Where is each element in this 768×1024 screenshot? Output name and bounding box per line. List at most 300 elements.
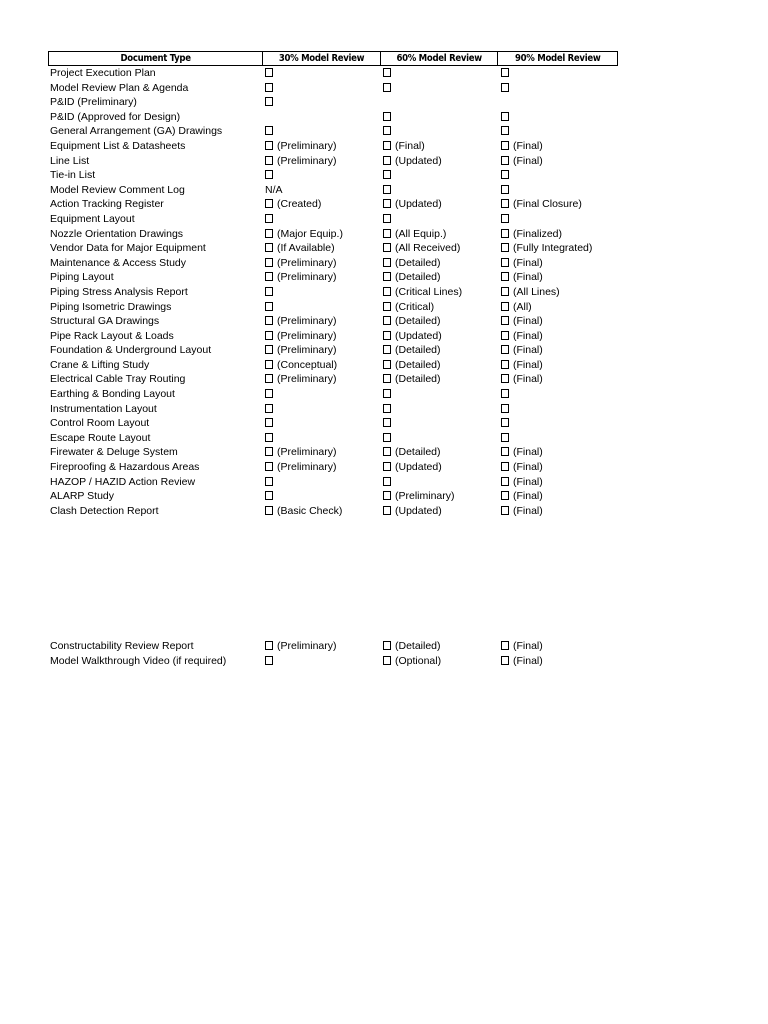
table-row — [48, 227, 618, 242]
checkbox-icon[interactable] — [501, 418, 509, 427]
review-60-cell — [381, 343, 499, 358]
review-30-cell — [263, 489, 381, 504]
review-note: (Basic Check) — [277, 504, 343, 517]
document-type-cell: Fireproofing & Hazardous Areas — [50, 461, 200, 474]
review-90-cell — [499, 81, 618, 96]
checkbox-icon[interactable] — [265, 656, 273, 665]
checkbox-icon[interactable] — [383, 418, 391, 427]
checkbox-icon[interactable] — [265, 141, 273, 150]
table-row — [48, 270, 618, 285]
table-row — [48, 489, 618, 504]
review-90-cell — [499, 241, 618, 256]
review-note: (Preliminary) — [277, 640, 337, 653]
checkbox-icon[interactable] — [383, 156, 391, 165]
document-type-cell: ALARP Study — [50, 490, 115, 503]
checkbox-icon[interactable] — [265, 68, 273, 77]
table-row — [48, 314, 618, 329]
checkbox-icon[interactable] — [265, 418, 273, 427]
review-30-cell — [263, 139, 381, 154]
review-30-cell — [263, 154, 381, 169]
document-type-cell: P&ID (Approved for Design) — [50, 110, 181, 123]
review-note: N/A — [265, 183, 283, 196]
review-note: (Preliminary) — [277, 446, 337, 459]
header-60-review: 60% Model Review — [381, 52, 499, 65]
review-30-cell — [263, 445, 381, 460]
review-note: (Conceptual) — [277, 358, 338, 371]
review-90-cell — [499, 460, 618, 475]
review-60-cell — [381, 212, 499, 227]
review-60-cell — [381, 416, 499, 431]
review-note: (Optional) — [395, 655, 442, 667]
review-30-cell — [263, 431, 381, 446]
header-90-review: 90% Model Review — [515, 53, 601, 64]
checkbox-icon[interactable] — [265, 170, 273, 179]
review-note: (Final) — [513, 315, 543, 328]
checkbox-icon[interactable] — [501, 68, 509, 77]
checkbox-icon[interactable] — [501, 389, 509, 398]
checkbox-icon[interactable] — [383, 185, 391, 194]
checkbox-icon[interactable] — [265, 374, 273, 383]
checkbox-icon[interactable] — [265, 287, 273, 296]
review-90-cell — [499, 66, 618, 81]
checkbox-icon[interactable] — [501, 374, 509, 383]
review-60-cell — [381, 183, 499, 198]
review-note: (Detailed) — [395, 446, 441, 459]
checkbox-icon[interactable] — [383, 126, 391, 135]
review-note: (Preliminary) — [277, 139, 337, 152]
review-60-cell — [381, 95, 499, 110]
checkbox-icon[interactable] — [383, 656, 391, 665]
checkbox-icon[interactable] — [501, 360, 509, 369]
checkbox-icon[interactable] — [501, 641, 509, 650]
checkbox-icon[interactable] — [265, 389, 273, 398]
document-type-cell: Equipment List & Datasheets — [50, 139, 186, 152]
review-note: (Final) — [513, 640, 543, 653]
checkbox-icon[interactable] — [265, 433, 273, 442]
table-row — [48, 183, 618, 198]
review-note: (Final) — [513, 358, 543, 371]
review-90-cell — [499, 416, 618, 431]
review-90-cell — [499, 358, 618, 373]
checkbox-icon[interactable] — [501, 170, 509, 179]
document-type-cell: Piping Layout — [50, 271, 114, 284]
review-30-cell — [263, 416, 381, 431]
review-60-cell — [381, 504, 499, 519]
review-note: (Detailed) — [395, 344, 441, 357]
review-30-cell — [263, 314, 381, 329]
table-row — [48, 402, 618, 417]
checkbox-icon[interactable] — [383, 491, 391, 500]
checkbox-icon[interactable] — [265, 331, 273, 340]
checkbox-icon[interactable] — [383, 345, 391, 354]
review-60-cell — [381, 66, 499, 81]
review-90-cell — [499, 387, 618, 402]
review-note: (Preliminary) — [277, 256, 337, 269]
review-60-cell — [381, 460, 499, 475]
checkbox-icon[interactable] — [265, 156, 273, 165]
review-90-cell — [499, 639, 618, 654]
checkbox-icon[interactable] — [265, 126, 273, 135]
review-note: (Final) — [513, 655, 543, 667]
table-row — [48, 241, 618, 256]
review-30-cell — [263, 124, 381, 139]
review-90-cell — [499, 329, 618, 344]
table-row — [48, 654, 618, 669]
review-note: (If Available) — [277, 242, 335, 255]
table-row — [48, 95, 618, 110]
document-type-cell: Electrical Cable Tray Routing — [50, 373, 186, 386]
review-30-cell — [263, 402, 381, 417]
review-30-cell — [263, 639, 381, 654]
document-type-cell: Tie-in List — [50, 169, 96, 182]
review-90-cell — [499, 504, 618, 519]
review-60-cell — [381, 489, 499, 504]
checkbox-icon[interactable] — [501, 185, 509, 194]
checkbox-icon[interactable] — [383, 170, 391, 179]
review-note: (Preliminary) — [277, 329, 337, 342]
review-60-cell — [381, 256, 499, 271]
review-note: (Final) — [513, 271, 543, 284]
checkbox-icon[interactable] — [383, 243, 391, 252]
review-note: (All Lines) — [513, 285, 560, 298]
document-type-cell: Model Review Plan & Agenda — [50, 81, 189, 94]
checkbox-icon[interactable] — [265, 214, 273, 223]
checkbox-icon[interactable] — [501, 302, 509, 311]
checkbox-icon[interactable] — [383, 641, 391, 650]
review-note: (Preliminary) — [277, 154, 337, 167]
review-90-cell — [499, 95, 618, 110]
checkbox-icon[interactable] — [501, 258, 509, 267]
review-60-cell — [381, 270, 499, 285]
table-row — [48, 81, 618, 96]
document-type-cell: P&ID (Preliminary) — [50, 96, 137, 109]
review-note: (Preliminary) — [277, 373, 337, 386]
review-30-cell — [263, 300, 381, 315]
checkbox-icon[interactable] — [383, 83, 391, 92]
document-type-cell: Model Review Comment Log — [50, 183, 185, 196]
document-type-cell: Nozzle Orientation Drawings — [50, 227, 184, 240]
review-note: (Updated) — [395, 154, 442, 167]
table-header — [48, 51, 618, 66]
review-60-cell — [381, 285, 499, 300]
checkbox-icon[interactable] — [265, 316, 273, 325]
checkbox-icon[interactable] — [265, 360, 273, 369]
review-90-cell — [499, 227, 618, 242]
checkbox-icon[interactable] — [383, 229, 391, 238]
document-type-cell: Pipe Rack Layout & Loads — [50, 329, 174, 342]
review-note: (Preliminary) — [277, 344, 337, 357]
review-note: (Preliminary) — [277, 271, 337, 284]
checkbox-icon[interactable] — [501, 199, 509, 208]
review-60-cell — [381, 139, 499, 154]
review-30-cell — [263, 654, 381, 669]
blank-gap — [48, 518, 618, 639]
checkbox-icon[interactable] — [265, 199, 273, 208]
review-note: (Preliminary) — [277, 315, 337, 328]
table-row — [48, 197, 618, 212]
checkbox-icon[interactable] — [265, 477, 273, 486]
review-90-cell — [499, 139, 618, 154]
document-type-cell: Model Walkthrough Video (if required) — [50, 655, 227, 667]
checkbox-icon[interactable] — [265, 97, 273, 106]
review-30-cell — [263, 475, 381, 490]
review-90-cell — [499, 654, 618, 669]
review-30-cell — [263, 212, 381, 227]
checkbox-icon[interactable] — [383, 258, 391, 267]
review-note: (Created) — [277, 198, 322, 211]
checkbox-icon[interactable] — [265, 243, 273, 252]
checkbox-icon[interactable] — [265, 641, 273, 650]
checkbox-icon[interactable] — [383, 302, 391, 311]
review-90-cell — [499, 314, 618, 329]
document-type-cell: Crane & Lifting Study — [50, 358, 150, 371]
document-type-cell: Instrumentation Layout — [50, 402, 157, 415]
review-note: (Final) — [513, 446, 543, 459]
checkbox-icon[interactable] — [265, 83, 273, 92]
header-30-review: 30% Model Review — [263, 52, 381, 65]
review-note: (Detailed) — [395, 256, 441, 269]
table-row — [48, 124, 618, 139]
review-note: (Updated) — [395, 504, 442, 517]
review-90-cell — [499, 372, 618, 387]
review-60-cell — [381, 124, 499, 139]
review-60-cell — [381, 431, 499, 446]
document-type-cell: HAZOP / HAZID Action Review — [50, 475, 196, 488]
review-note: (Critical) — [395, 300, 435, 313]
review-30-cell — [263, 110, 381, 125]
review-60-cell — [381, 654, 499, 669]
document-type-cell: Escape Route Layout — [50, 431, 151, 444]
checkbox-icon[interactable] — [501, 447, 509, 456]
table-row — [48, 329, 618, 344]
checkbox-icon[interactable] — [265, 447, 273, 456]
document-type-cell: Structural GA Drawings — [50, 315, 160, 328]
table-row — [48, 460, 618, 475]
review-60-cell — [381, 154, 499, 169]
review-30-cell — [263, 358, 381, 373]
header-document-type: Document Type — [49, 52, 263, 65]
review-note: (Updated) — [395, 329, 442, 342]
review-note: (Final) — [513, 344, 543, 357]
checkbox-icon[interactable] — [383, 287, 391, 296]
review-90-cell — [499, 285, 618, 300]
review-note: (Final) — [513, 329, 543, 342]
document-type-cell: Vendor Data for Major Equipment — [50, 242, 206, 255]
checkbox-icon[interactable] — [501, 287, 509, 296]
review-30-cell — [263, 387, 381, 402]
checkbox-icon[interactable] — [501, 112, 509, 121]
table-row — [48, 431, 618, 446]
review-60-cell — [381, 475, 499, 490]
table-row — [48, 358, 618, 373]
checkbox-icon[interactable] — [383, 462, 391, 471]
review-note: (Detailed) — [395, 271, 441, 284]
review-30-cell — [263, 168, 381, 183]
review-60-cell — [381, 110, 499, 125]
table-row — [48, 168, 618, 183]
review-90-cell — [499, 475, 618, 490]
checkbox-icon[interactable] — [501, 272, 509, 281]
checkbox-icon[interactable] — [383, 112, 391, 121]
checkbox-icon[interactable] — [383, 477, 391, 486]
checkbox-icon[interactable] — [501, 462, 509, 471]
checkbox-icon[interactable] — [383, 433, 391, 442]
document-type-cell: Line List — [50, 154, 90, 167]
checkbox-icon[interactable] — [383, 316, 391, 325]
review-note: (All) — [513, 300, 532, 313]
table-row — [48, 256, 618, 271]
checkbox-icon[interactable] — [383, 199, 391, 208]
checkbox-icon[interactable] — [501, 506, 509, 515]
checkbox-icon[interactable] — [265, 258, 273, 267]
checkbox-icon[interactable] — [383, 214, 391, 223]
checkbox-icon[interactable] — [501, 214, 509, 223]
review-note: (Final) — [513, 154, 543, 167]
table-row — [48, 475, 618, 490]
review-note: (Finalized) — [513, 227, 563, 240]
review-note: (Updated) — [395, 198, 442, 211]
checkbox-icon[interactable] — [265, 462, 273, 471]
review-note: (All Equip.) — [395, 227, 447, 240]
table-row — [48, 212, 618, 227]
checkbox-icon[interactable] — [383, 141, 391, 150]
checkbox-icon[interactable] — [265, 506, 273, 515]
document-type-cell: General Arrangement (GA) Drawings — [50, 125, 223, 138]
review-matrix-table — [48, 51, 618, 669]
review-30-cell — [263, 270, 381, 285]
checkbox-icon[interactable] — [501, 229, 509, 238]
review-30-cell — [263, 460, 381, 475]
table-row — [48, 504, 618, 519]
checkbox-icon[interactable] — [383, 389, 391, 398]
checkbox-icon[interactable] — [265, 345, 273, 354]
document-type-cell: Maintenance & Access Study — [50, 256, 186, 269]
review-90-cell — [499, 256, 618, 271]
checkbox-icon[interactable] — [501, 243, 509, 252]
review-note: (Updated) — [395, 461, 442, 474]
table-body — [48, 66, 618, 518]
review-note: (Final) — [395, 139, 425, 152]
review-30-cell — [263, 95, 381, 110]
table-row — [48, 639, 618, 654]
review-60-cell — [381, 358, 499, 373]
table-body-continued — [48, 639, 618, 668]
review-90-cell — [499, 197, 618, 212]
table-row — [48, 154, 618, 169]
review-note: (Final) — [513, 139, 543, 152]
document-type-cell: Equipment Layout — [50, 212, 135, 225]
review-90-cell — [499, 445, 618, 460]
review-note: (Detailed) — [395, 373, 441, 386]
review-note: (Final) — [513, 256, 543, 269]
review-90-cell — [499, 343, 618, 358]
checkbox-icon[interactable] — [501, 433, 509, 442]
review-60-cell — [381, 329, 499, 344]
checkbox-icon[interactable] — [501, 316, 509, 325]
review-90-cell — [499, 212, 618, 227]
checkbox-icon[interactable] — [383, 360, 391, 369]
document-type-cell: Piping Isometric Drawings — [50, 300, 172, 313]
checkbox-icon[interactable] — [265, 491, 273, 500]
checkbox-icon[interactable] — [383, 374, 391, 383]
document-type-cell: Firewater & Deluge System — [50, 446, 178, 459]
review-note: (Major Equip.) — [277, 227, 343, 240]
review-90-cell — [499, 489, 618, 504]
document-type-cell: Clash Detection Report — [50, 504, 159, 517]
checkbox-icon[interactable] — [265, 404, 273, 413]
review-note: (Final Closure) — [513, 198, 582, 211]
review-60-cell — [381, 241, 499, 256]
review-90-cell — [499, 168, 618, 183]
table-row — [48, 110, 618, 125]
table-row — [48, 416, 618, 431]
review-90-cell — [499, 270, 618, 285]
review-60-cell — [381, 168, 499, 183]
review-60-cell — [381, 197, 499, 212]
review-60-cell — [381, 372, 499, 387]
document-type-cell: Control Room Layout — [50, 417, 150, 430]
review-90-cell — [499, 124, 618, 139]
checkbox-icon[interactable] — [501, 345, 509, 354]
review-note: (Final) — [513, 504, 543, 517]
review-60-cell — [381, 402, 499, 417]
document-type-cell: Piping Stress Analysis Report — [50, 285, 188, 298]
review-30-cell — [263, 285, 381, 300]
checkbox-icon[interactable] — [501, 83, 509, 92]
checkbox-icon[interactable] — [501, 141, 509, 150]
review-90-cell — [499, 300, 618, 315]
checkbox-icon[interactable] — [383, 272, 391, 281]
review-note: (All Received) — [395, 242, 461, 255]
review-note: (Detailed) — [395, 315, 441, 328]
checkbox-icon[interactable] — [383, 68, 391, 77]
document-type-cell: Foundation & Underground Layout — [50, 344, 212, 357]
review-note: (Preliminary) — [395, 490, 455, 503]
review-30-cell — [263, 504, 381, 519]
checkbox-icon[interactable] — [383, 404, 391, 413]
checkbox-icon[interactable] — [501, 404, 509, 413]
checkbox-icon[interactable] — [265, 229, 273, 238]
checkbox-icon[interactable] — [501, 491, 509, 500]
checkbox-icon[interactable] — [383, 506, 391, 515]
table-row — [48, 139, 618, 154]
checkbox-icon[interactable] — [501, 477, 509, 486]
checkbox-icon[interactable] — [501, 156, 509, 165]
review-note: (Detailed) — [395, 640, 441, 653]
review-note: (Final) — [513, 475, 543, 488]
document-type-cell: Earthing & Bonding Layout — [50, 388, 175, 401]
document-type-cell: Action Tracking Register — [50, 198, 164, 211]
checkbox-icon[interactable] — [265, 302, 273, 311]
checkbox-icon[interactable] — [501, 126, 509, 135]
checkbox-icon[interactable] — [383, 447, 391, 456]
review-90-cell — [499, 431, 618, 446]
review-note: (Final) — [513, 461, 543, 474]
table-row — [48, 343, 618, 358]
review-90-cell — [499, 402, 618, 417]
checkbox-icon[interactable] — [501, 656, 509, 665]
review-30-cell — [263, 241, 381, 256]
review-90-cell — [499, 110, 618, 125]
checkbox-icon[interactable] — [501, 331, 509, 340]
checkbox-icon[interactable] — [265, 272, 273, 281]
review-60-cell — [381, 81, 499, 96]
review-60-cell — [381, 314, 499, 329]
document-type-cell: Project Execution Plan — [50, 67, 156, 79]
review-note: (Detailed) — [395, 358, 441, 371]
table-row — [48, 285, 618, 300]
checkbox-icon[interactable] — [383, 331, 391, 340]
